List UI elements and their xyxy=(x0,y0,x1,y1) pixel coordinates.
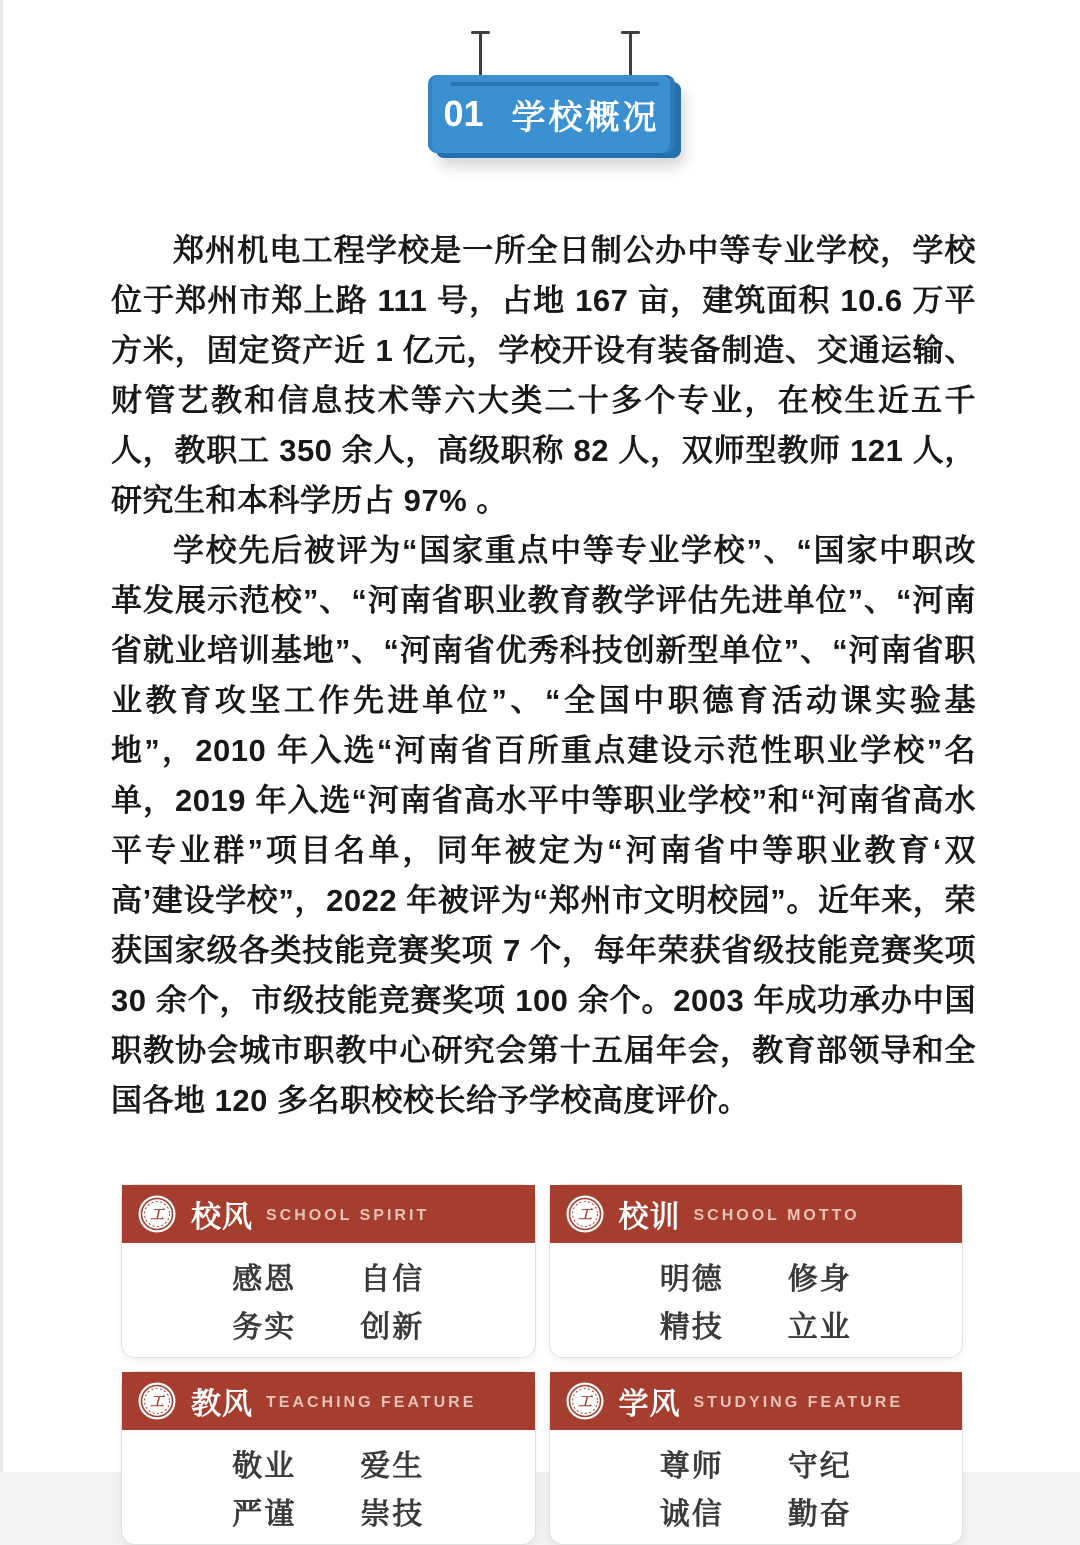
school-logo-icon xyxy=(566,1382,604,1420)
school-logo-icon xyxy=(566,1195,604,1233)
card-words xyxy=(660,1254,852,1346)
school-logo-icon xyxy=(138,1382,176,1420)
card-words xyxy=(660,1441,852,1533)
culture-cards xyxy=(121,1184,963,1545)
svg-text:工: 工 xyxy=(150,1393,164,1409)
section-header-banner xyxy=(428,75,675,153)
svg-text:工: 工 xyxy=(577,1206,592,1222)
section-banner-area xyxy=(3,0,1080,162)
card-words xyxy=(232,1254,424,1346)
card-title: 校风 xyxy=(191,1201,253,1234)
card-word: 严谨 xyxy=(232,1498,297,1531)
card-subtitle: SCHOOL SPIRIT xyxy=(266,1207,430,1224)
card-title: 教风 xyxy=(191,1388,253,1421)
card-word: 精技 xyxy=(659,1311,724,1344)
card-body xyxy=(122,1243,535,1357)
card-subtitle: SCHOOL MOTTO xyxy=(693,1207,860,1224)
paragraph-school-overview: 郑州机电工程学校是一所全日制公办中等专业学校，学校位于郑州市郑上路 111 号，占地 167 亩，建筑面积 10.6 万平方米，固定资产近 1 亿元，学校开设有装备制造、交通运输、财管艺教和信息技术等六大类二十多个专业，在校生近五千人，教职工 350 余人，高级职称 82 人，双师型教师 121 人，研究生和本科学历占 97% 。 xyxy=(111,233,976,518)
school-logo-icon xyxy=(138,1195,176,1233)
card-header xyxy=(122,1372,535,1430)
card-word: 立业 xyxy=(787,1311,852,1344)
card-title: 学风 xyxy=(618,1388,681,1421)
card-header xyxy=(550,1185,963,1243)
card-word: 修身 xyxy=(787,1263,852,1296)
card-word: 自信 xyxy=(360,1263,425,1296)
card-subtitle: TEACHING FEATURE xyxy=(266,1394,477,1411)
card-word: 勤奋 xyxy=(787,1498,852,1531)
card-word: 务实 xyxy=(232,1311,297,1344)
banner-crease xyxy=(450,82,659,86)
card-body xyxy=(550,1430,963,1544)
card-word: 尊师 xyxy=(659,1450,724,1483)
paragraph-school-honors: 学校先后被评为“国家重点中等专业学校”、“国家中职改革发展示范校”、“河南省职业教育教学评估先进单位”、“河南省就业培训基地”、“河南省优秀科技创新型单位”、“河南省职业教育攻坚工作先进单位”、“全国中职德育活动课实验基地”，2010 年入选“河南省百所重点建设示范性职业学校”名单，2019 年入选“河南省高水平中等职业学校”和“河南省高水平专业群”项目名单，同年被定为“河南省中等职业教育‘双高’建设学校”，2022 年被评为“郑州市文明校园”。近年来，荣获国家级各类技能竞赛奖项 7 个，每年荣获省级技能竞赛奖项 30 余个，市级技能竞赛奖项 100 余个。2003 年成功承办中国职教协会城市职教中心研究会第十五届年会，教育部领导和全国各地 120 多名职校校长给予学校高度评价。 xyxy=(111,533,976,1118)
card-school-spirit xyxy=(121,1184,536,1358)
card-subtitle: STUDYING FEATURE xyxy=(693,1394,903,1411)
card-teaching-feature xyxy=(121,1371,536,1545)
card-header xyxy=(122,1185,535,1243)
card-school-motto xyxy=(549,1184,964,1358)
card-word: 爱生 xyxy=(360,1450,425,1483)
card-word: 敬业 xyxy=(232,1450,297,1483)
svg-text:工: 工 xyxy=(150,1206,164,1222)
card-word: 诚信 xyxy=(659,1498,724,1531)
section-title: 学校概况 xyxy=(511,98,660,137)
card-words xyxy=(232,1441,424,1533)
pin-head xyxy=(471,31,490,34)
pin-head xyxy=(621,31,640,34)
card-body xyxy=(122,1430,535,1544)
article-body xyxy=(3,226,1080,1126)
card-word: 感恩 xyxy=(232,1263,297,1296)
card-word: 明德 xyxy=(659,1263,724,1296)
card-word: 崇技 xyxy=(360,1498,425,1531)
card-studying-feature xyxy=(549,1371,964,1545)
section-number: 01 xyxy=(443,93,484,134)
card-body xyxy=(550,1243,963,1357)
card-header xyxy=(550,1372,963,1430)
card-title: 校训 xyxy=(618,1201,681,1234)
card-word: 守纪 xyxy=(787,1450,852,1483)
svg-text:工: 工 xyxy=(577,1393,592,1409)
card-word: 创新 xyxy=(360,1311,425,1344)
